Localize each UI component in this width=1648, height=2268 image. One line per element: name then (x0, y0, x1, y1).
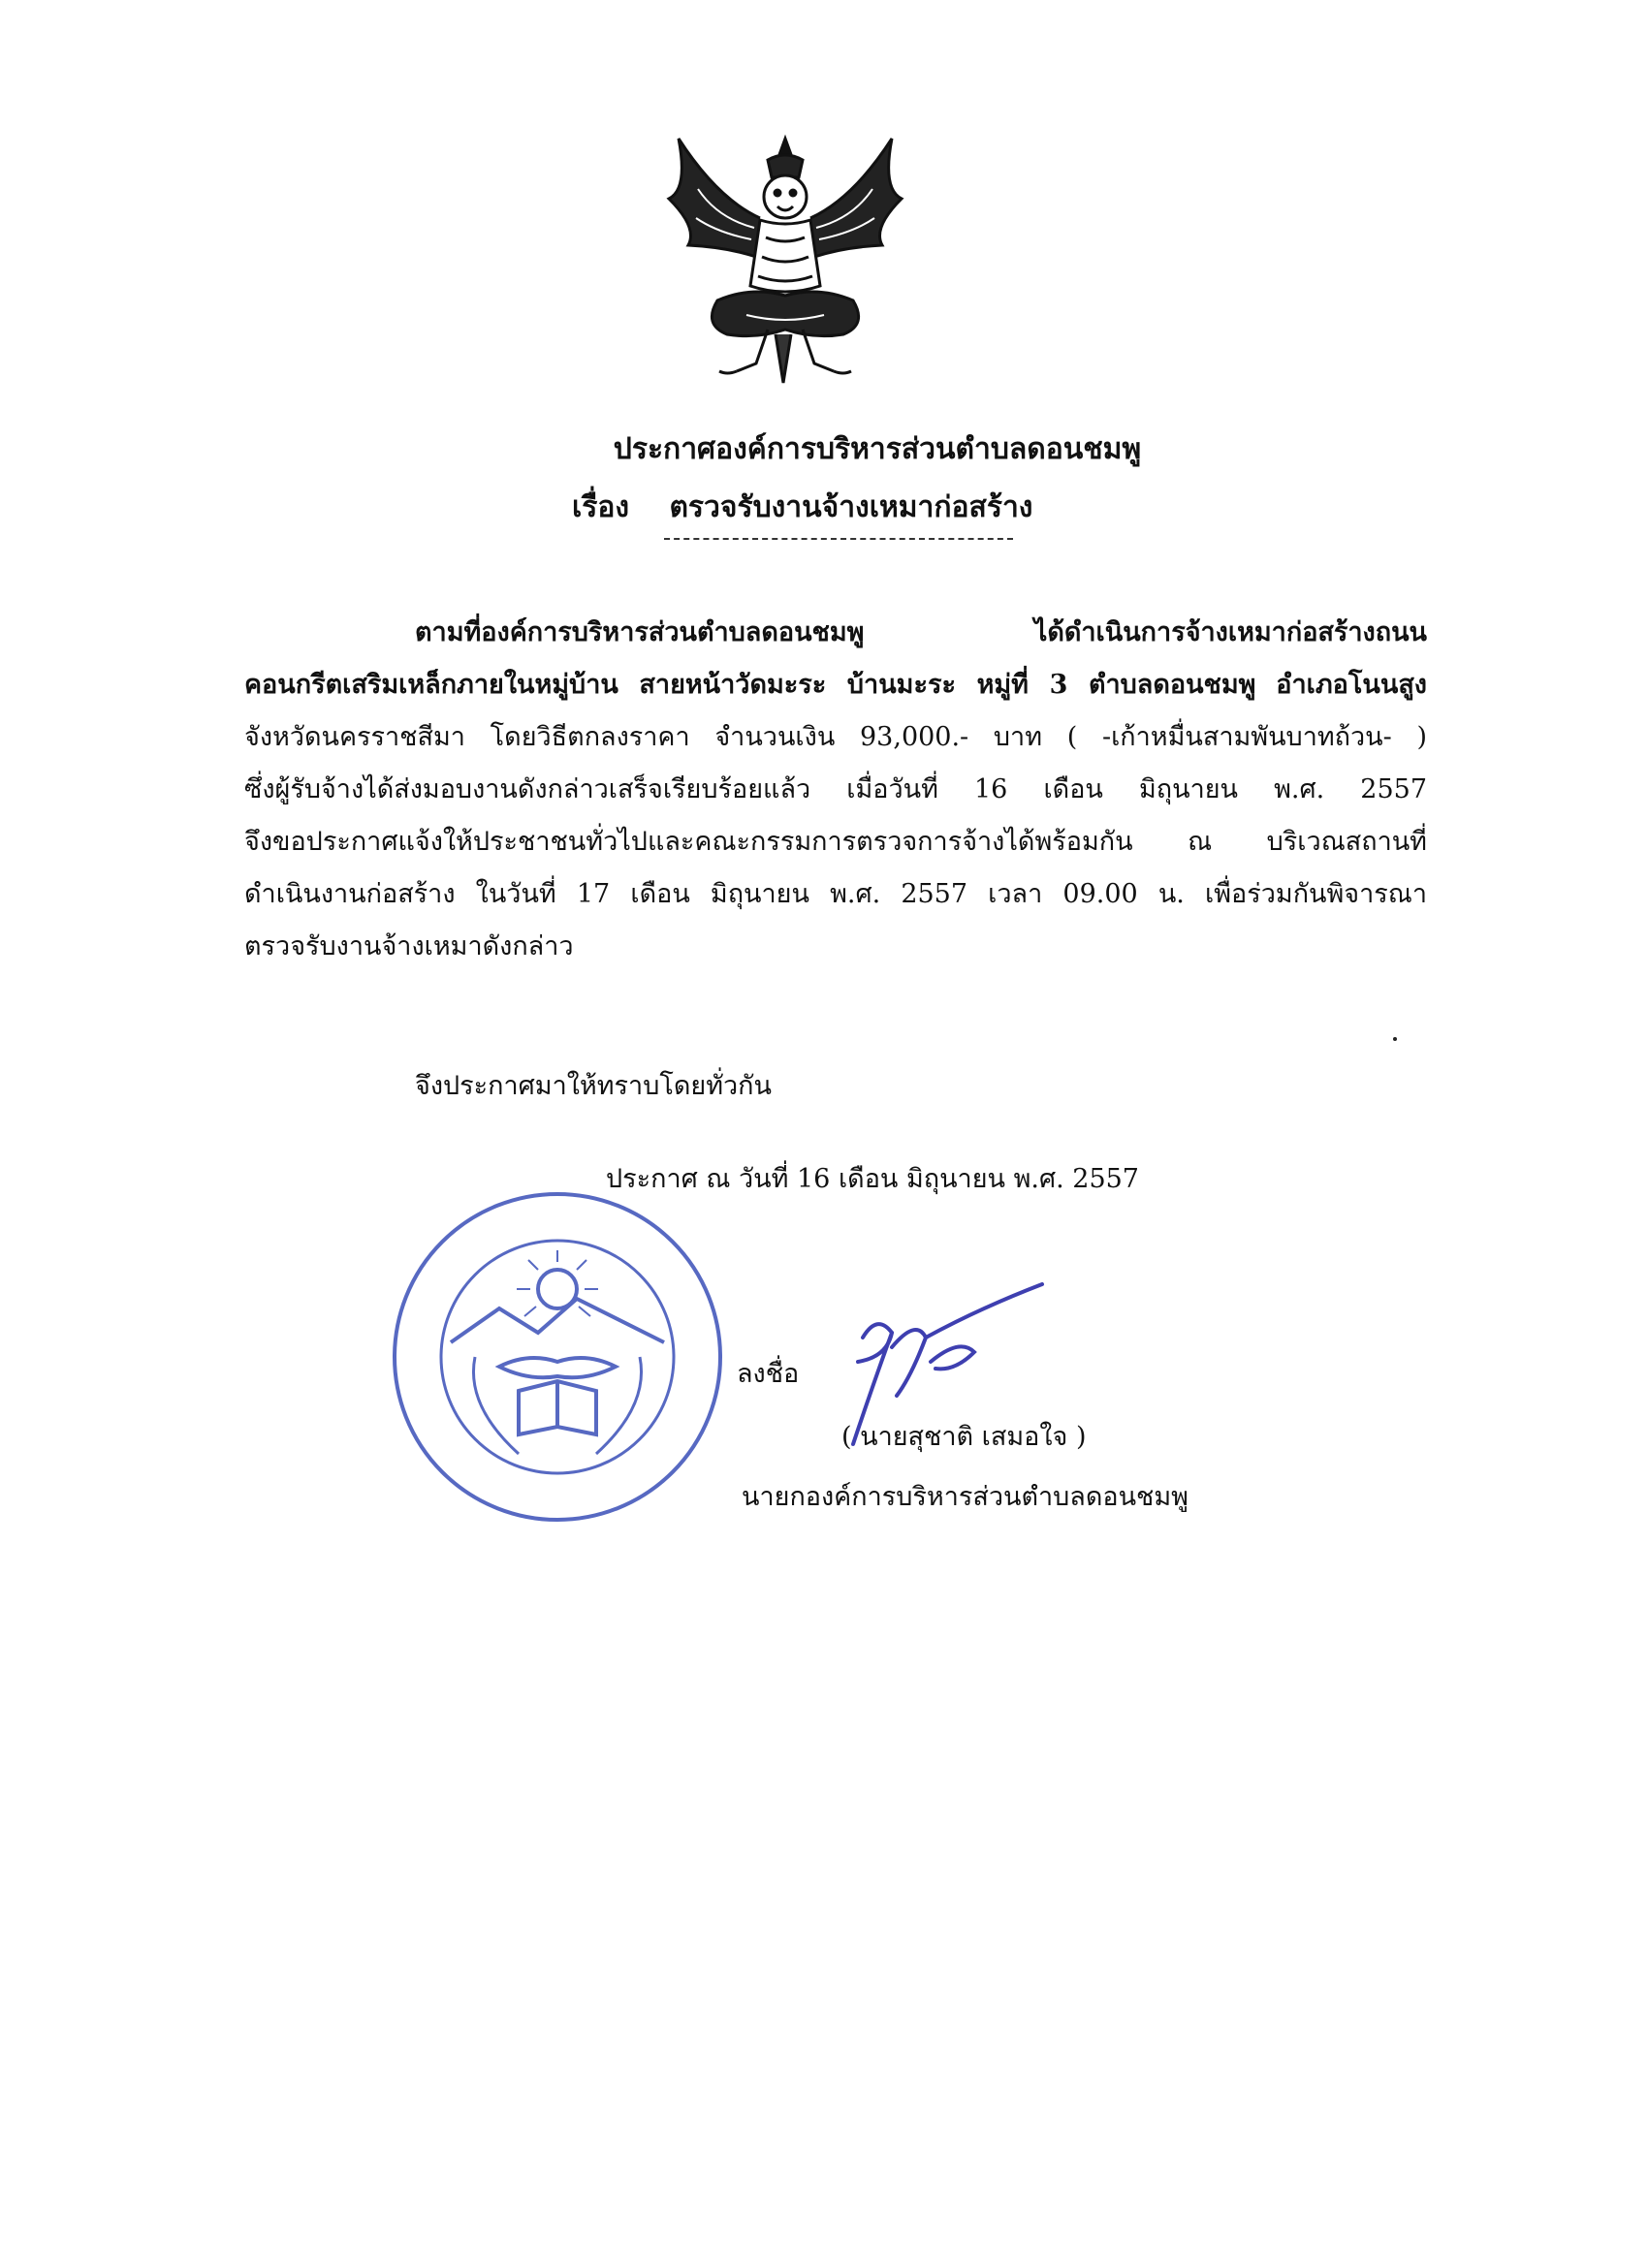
body-line-2-bold: คอนกรีตเสริมเหล็กภายในหมู่บ้าน สายหน้าวัดมะระ บ้านมะระ หมู่ที่ 3 ตำบลดอนชมพู (244, 670, 1256, 700)
body-line-1-rest: ได้ดำเนินการจ้างเหมาก่อสร้างถนน (1033, 617, 1427, 647)
body-line-2 (244, 663, 1427, 707)
document-subject (572, 485, 1347, 530)
body-line-3: จังหวัดนครราชสีมา โดยวิธีตกลงราคา จำนวนเงิน 93,000.- บาท ( -เก้าหมื่นสามพันบาทถ้วน- ) (244, 722, 1427, 752)
body-line-4: ซึ่งผู้รับจ้างได้ส่งมอบงานดังกล่าวเสร็จเรียบร้อยแล้ว เมื่อวันที่ 16 เดือน มิถุนายน พ.ศ. 2557 (244, 774, 1427, 804)
body-line-7: ตรวจรับงานจ้างเหมาดังกล่าว (244, 931, 574, 961)
garuda-emblem-icon (659, 131, 911, 393)
document-title: ประกาศองค์การบริหารส่วนตำบลดอนชมพู (613, 432, 1142, 466)
stray-mark (1393, 1037, 1397, 1041)
subject-label: เรื่อง (572, 490, 630, 524)
body-line-6: ดำเนินงานก่อสร้าง ในวันที่ 17 เดือน มิถุนายน พ.ศ. 2557 เวลา 09.00 น. เพื่อร่วมกันพิจารณา (244, 879, 1427, 909)
title-divider (664, 538, 1013, 540)
closing-statement: จึงประกาศมาให้ทราบโดยทั่วกัน (415, 1071, 772, 1101)
official-seal-icon (373, 1173, 732, 1531)
signatory-position: นายกองค์การบริหารส่วนตำบลดอนชมพู (742, 1482, 1188, 1512)
signature-label: ลงชื่อ (737, 1359, 800, 1389)
body-line-1-lead: ตามที่องค์การบริหารส่วนตำบลดอนชมพู (415, 617, 865, 647)
subject-text: ตรวจรับงานจ้างเหมาก่อสร้าง (669, 490, 1033, 524)
body-line-1 (415, 611, 1427, 654)
signatory-name: ( นายสุชาติ เสมอใจ ) (841, 1422, 1087, 1452)
body-line-5: จึงขอประกาศแจ้งให้ประชาชนทั่วไปและคณะกรรมการตรวจการจ้างได้พร้อมกัน ณ บริเวณสถานที่ (244, 827, 1427, 857)
announcement-date: ประกาศ ณ วันที่ 16 เดือน มิถุนายน พ.ศ. 2557 (606, 1164, 1139, 1194)
body-line-2-rest: อำเภอโนนสูง (1276, 670, 1427, 700)
